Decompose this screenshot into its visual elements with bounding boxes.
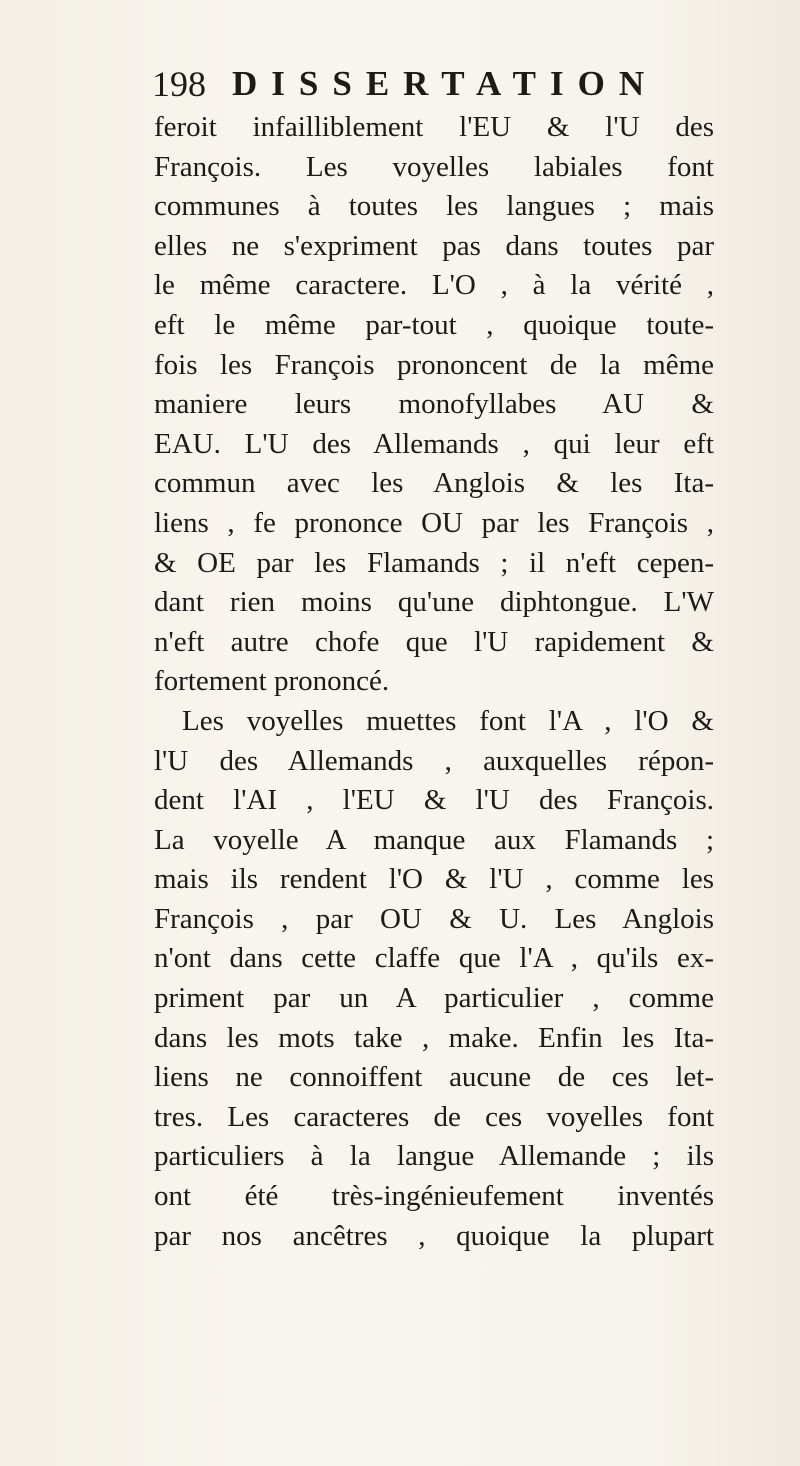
text-line: l'U des Allemands , auxquelles répon- [154, 744, 714, 777]
text-line: maniere leurs monofyllabes AU & [154, 388, 714, 421]
text-line: fortement prononcé. [154, 665, 390, 698]
text-line: dans les mots take , make. Enfin les Ita- [154, 1021, 714, 1054]
text-line: par nos ancêtres , quoique la plupart [154, 1219, 714, 1252]
text-line: n'ont dans cette claffe que l'A , qu'ils ex- [154, 942, 714, 975]
running-title: DISSERTATION [232, 64, 659, 103]
text-line: fois les François prononcent de la même [154, 348, 714, 381]
text-line: feroit infailliblement l'EU & l'U des [154, 111, 714, 143]
text-line: Les voyelles muettes font l'A , l'O & [182, 704, 714, 737]
text-line: elles ne s'expriment pas dans toutes par [154, 229, 714, 262]
text-line: priment par un A particulier , comme [154, 982, 714, 1015]
text-line: La voyelle A manque aux Flamands ; [154, 823, 714, 856]
text-line: particuliers à la langue Allemande ; ils [154, 1140, 714, 1173]
text-line: liens ne connoiffent aucune de ces let- [154, 1061, 714, 1094]
text-line: commun avec les Anglois & les Ita- [154, 467, 714, 500]
page-number: 198 [152, 64, 206, 104]
text-line: le même caractere. L'O , à la vérité , [154, 269, 714, 302]
text-line: dant rien moins qu'une diphtongue. L'W [154, 586, 714, 619]
text-line: mais ils rendent l'O & l'U , comme les [154, 863, 714, 896]
body-text [154, 108, 714, 1256]
text-line: EAU. L'U des Allemands , qui leur eft [154, 427, 714, 460]
text-line: n'eft autre chofe que l'U rapidement & [154, 625, 714, 658]
text-line: eft le même par-tout , quoique toute- [154, 308, 714, 341]
text-line: François , par OU & U. Les Anglois [154, 902, 714, 935]
text-line: & OE par les Flamands ; il n'eft cepen- [154, 546, 714, 579]
page-header [152, 64, 712, 104]
text-line: tres. Les caracteres de ces voyelles font [154, 1100, 714, 1133]
text-line: ont été très-ingénieufement inventés [154, 1180, 714, 1213]
text-line: liens , fe prononce OU par les François , [154, 506, 714, 539]
text-line: dent l'AI , l'EU & l'U des François. [154, 784, 714, 817]
text-line: communes à toutes les langues ; mais [154, 190, 714, 223]
text-line: François. Les voyelles labiales font [154, 150, 714, 183]
